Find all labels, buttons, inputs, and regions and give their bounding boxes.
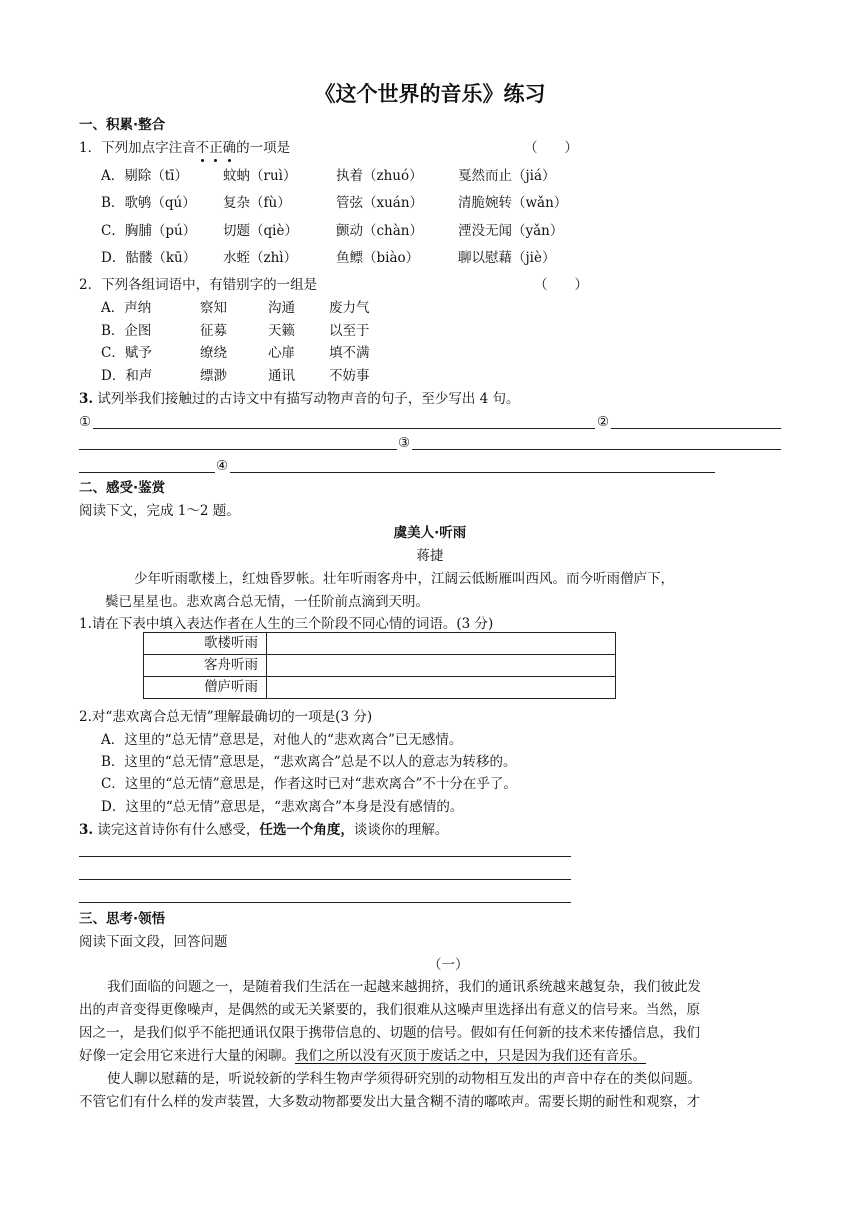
s2-q3-emphasis: 任选一个角度， <box>259 822 354 838</box>
section-3-intro: 阅读下面文段，回答问题 <box>79 934 228 950</box>
q1-option-d-1: D．骷髅（kū） <box>101 250 197 266</box>
q3-stem <box>79 390 520 408</box>
q2-option-c-2: 缭绕 <box>200 345 227 361</box>
q1-option-b-2: 复杂（fù） <box>223 195 291 211</box>
q1-stem-post: 的一项是 <box>236 140 291 156</box>
q2-option-d-2: 缥渺 <box>200 368 227 384</box>
table-row-label: 客舟听雨 <box>144 655 267 677</box>
underlined-sentence: 我们之所以没有灭顶于废话之中，只是因为我们还有音乐。 <box>295 1048 646 1064</box>
q3-marker-2: ② <box>597 414 610 430</box>
q1-dotted-char: 正 <box>209 140 223 156</box>
q2-option-b-4: 以至于 <box>329 323 370 339</box>
q3-answer-blank-3b[interactable] <box>79 472 215 473</box>
table-row <box>144 677 616 699</box>
s2-q3-answer-line-1[interactable] <box>79 856 571 857</box>
section-3-heading: 三、思考·领悟 <box>79 911 166 927</box>
q1-option-d-2: 水蛭（zhì） <box>223 250 298 266</box>
table-row-label: 歌楼听雨 <box>144 633 267 655</box>
table-answer-cell[interactable] <box>267 677 616 699</box>
s2-q1-stem: 1.请在下表中填入表达作者在人生的三个阶段不同心情的词语。(3 分) <box>79 616 494 632</box>
q1-answer-paren: （ ） <box>524 140 578 156</box>
s2-q2-option-c: C．这里的“总无情”意思是，作者这时已对“悲欢离合”不十分在乎了。 <box>101 776 517 792</box>
page-title: 《这个世界的音乐》练习 <box>314 82 546 106</box>
q1-dotted-char: 确 <box>222 140 237 156</box>
s2-q3-stem <box>79 821 448 839</box>
mood-table <box>143 632 616 699</box>
q1-option-a-2: 蚊蚋（ruì） <box>223 168 297 184</box>
q2-option-d-4: 不妨事 <box>329 368 370 384</box>
q2-stem: 2．下列各组词语中，有错别字的一组是 <box>79 277 318 293</box>
q1-option-c-4: 湮没无闻（yǎn） <box>458 223 564 239</box>
q2-option-d-1: D．和声 <box>101 368 153 384</box>
passage-text: 好像一定会用它来进行大量的闲聊。 <box>79 1048 295 1064</box>
section-2-heading: 二、感受·鉴赏 <box>79 480 166 496</box>
q1-dotted-char: 不 <box>195 140 210 156</box>
q3-stem-text: 试列举我们接触过的古诗文中有描写动物声音的句子，至少写出 4 句。 <box>93 391 520 407</box>
s2-q2-option-b: B．这里的“总无情”意思是，“悲欢离合”总是不以人的意志为转移的。 <box>101 754 517 770</box>
q2-option-a-1: A．声纳 <box>101 300 152 316</box>
q1-option-c-2: 切题（qiè） <box>223 223 298 239</box>
q2-option-a-4: 废力气 <box>329 300 370 316</box>
poem-author: 蒋捷 <box>416 548 444 564</box>
passage-line: 我们面临的问题之一，是随着我们生活在一起越来越拥挤，我们的通讯系统越来越复杂，我们彼此发 <box>107 979 701 995</box>
q3-answer-blank-1[interactable] <box>93 428 595 429</box>
q3-answer-blank-2[interactable] <box>611 428 781 429</box>
q2-option-c-1: C．赋予 <box>101 345 152 361</box>
q2-option-b-3: 天籁 <box>268 323 295 339</box>
q3-marker-4: ④ <box>216 458 229 474</box>
s2-q3-answer-line-2[interactable] <box>79 879 571 880</box>
q3-answer-blank-4[interactable] <box>230 472 715 473</box>
q2-option-a-3: 沟通 <box>268 300 295 316</box>
q1-option-b-3: 管弦（xuán） <box>336 195 424 211</box>
s2-q3-answer-line-3[interactable] <box>79 902 571 903</box>
passage-line: 因之一，是我们似乎不能把通讯仅限于携带信息的、切题的信号。假如有任何新的技术来传播信息，我们 <box>79 1025 700 1041</box>
q1-stem <box>79 139 290 157</box>
q1-option-a-4: 戛然而止（jiá） <box>458 168 556 184</box>
s2-q3-number: 3. <box>79 822 94 838</box>
s2-q3-post: 谈谈你的理解。 <box>353 822 449 838</box>
q1-option-b-4: 清脆婉转（wǎn） <box>458 195 568 211</box>
q1-option-a-1: A．剔除（tī） <box>101 168 188 184</box>
q2-option-b-2: 征募 <box>200 323 227 339</box>
table-answer-cell[interactable] <box>267 655 616 677</box>
q2-option-c-4: 填不满 <box>329 345 370 361</box>
table-row <box>144 633 616 655</box>
passage-line: 使人聊以慰藉的是，听说较新的学科生物声学须得研究别的动物相互发出的声音中存在的类似问题。 <box>107 1071 701 1087</box>
q3-marker-3: ③ <box>398 435 411 451</box>
q1-option-c-1: C．胸脯（pú） <box>101 223 197 239</box>
table-row <box>144 655 616 677</box>
s2-q2-stem: 2.对“悲欢离合总无情”理解最确切的一项是(3 分) <box>79 709 373 725</box>
passage-line: 出的声音变得更像噪声，是偶然的或无关紧要的，我们很难从这噪声里选择出有意义的信号来。当然，原 <box>79 1002 700 1018</box>
poem-line-1: 少年听雨歌楼上，红烛昏罗帐。壮年听雨客舟中，江阔云低断雁叫西风。而今听雨僧庐下， <box>134 571 674 587</box>
q1-option-c-3: 颤动（chàn） <box>336 223 423 239</box>
q2-answer-paren: （ ） <box>534 277 588 293</box>
q3-number: 3. <box>79 391 94 407</box>
section-2-intro: 阅读下文，完成 1～2 题。 <box>79 503 240 519</box>
s2-q3-pre: 读完这首诗你有什么感受， <box>93 822 260 838</box>
poem-title: 虞美人·听雨 <box>393 525 467 541</box>
table-row-label: 僧庐听雨 <box>144 677 267 699</box>
passage-part-label: （一） <box>428 957 469 973</box>
table-answer-cell[interactable] <box>267 633 616 655</box>
q2-option-d-3: 通讯 <box>268 368 295 384</box>
q2-option-b-1: B．企图 <box>101 323 152 339</box>
s2-q2-option-d: D．这里的“总无情”意思是，“悲欢离合”本身是没有感情的。 <box>101 799 464 815</box>
q1-option-a-3: 执着（zhuó） <box>336 168 423 184</box>
q1-option-d-4: 聊以慰藉（jiè） <box>458 250 556 266</box>
poem-line-2: 鬓已星星也。悲欢离合总无情，一任阶前点滴到天明。 <box>105 594 429 610</box>
s2-q2-option-a: A．这里的“总无情”意思是，对他人的“悲欢离合”已无感情。 <box>101 732 463 748</box>
q1-option-b-1: B．歌鸲（qú） <box>101 195 196 211</box>
q3-answer-blank-2b[interactable] <box>79 449 397 450</box>
q3-marker-1: ① <box>79 414 92 430</box>
q2-option-a-2: 察知 <box>200 300 227 316</box>
q1-stem-pre: 1．下列加点字注音 <box>79 140 196 156</box>
q1-option-d-3: 鱼鳔（biào） <box>336 250 420 266</box>
section-1-heading: 一、积累·整合 <box>79 117 166 133</box>
q3-answer-blank-3[interactable] <box>412 449 781 450</box>
passage-line: 不管它们有什么样的发声装置，大多数动物都要发出大量含糊不清的嘟哝声。需要长期的耐性和观察，才 <box>79 1094 700 1110</box>
q2-option-c-3: 心扉 <box>268 345 295 361</box>
passage-line <box>79 1047 646 1065</box>
